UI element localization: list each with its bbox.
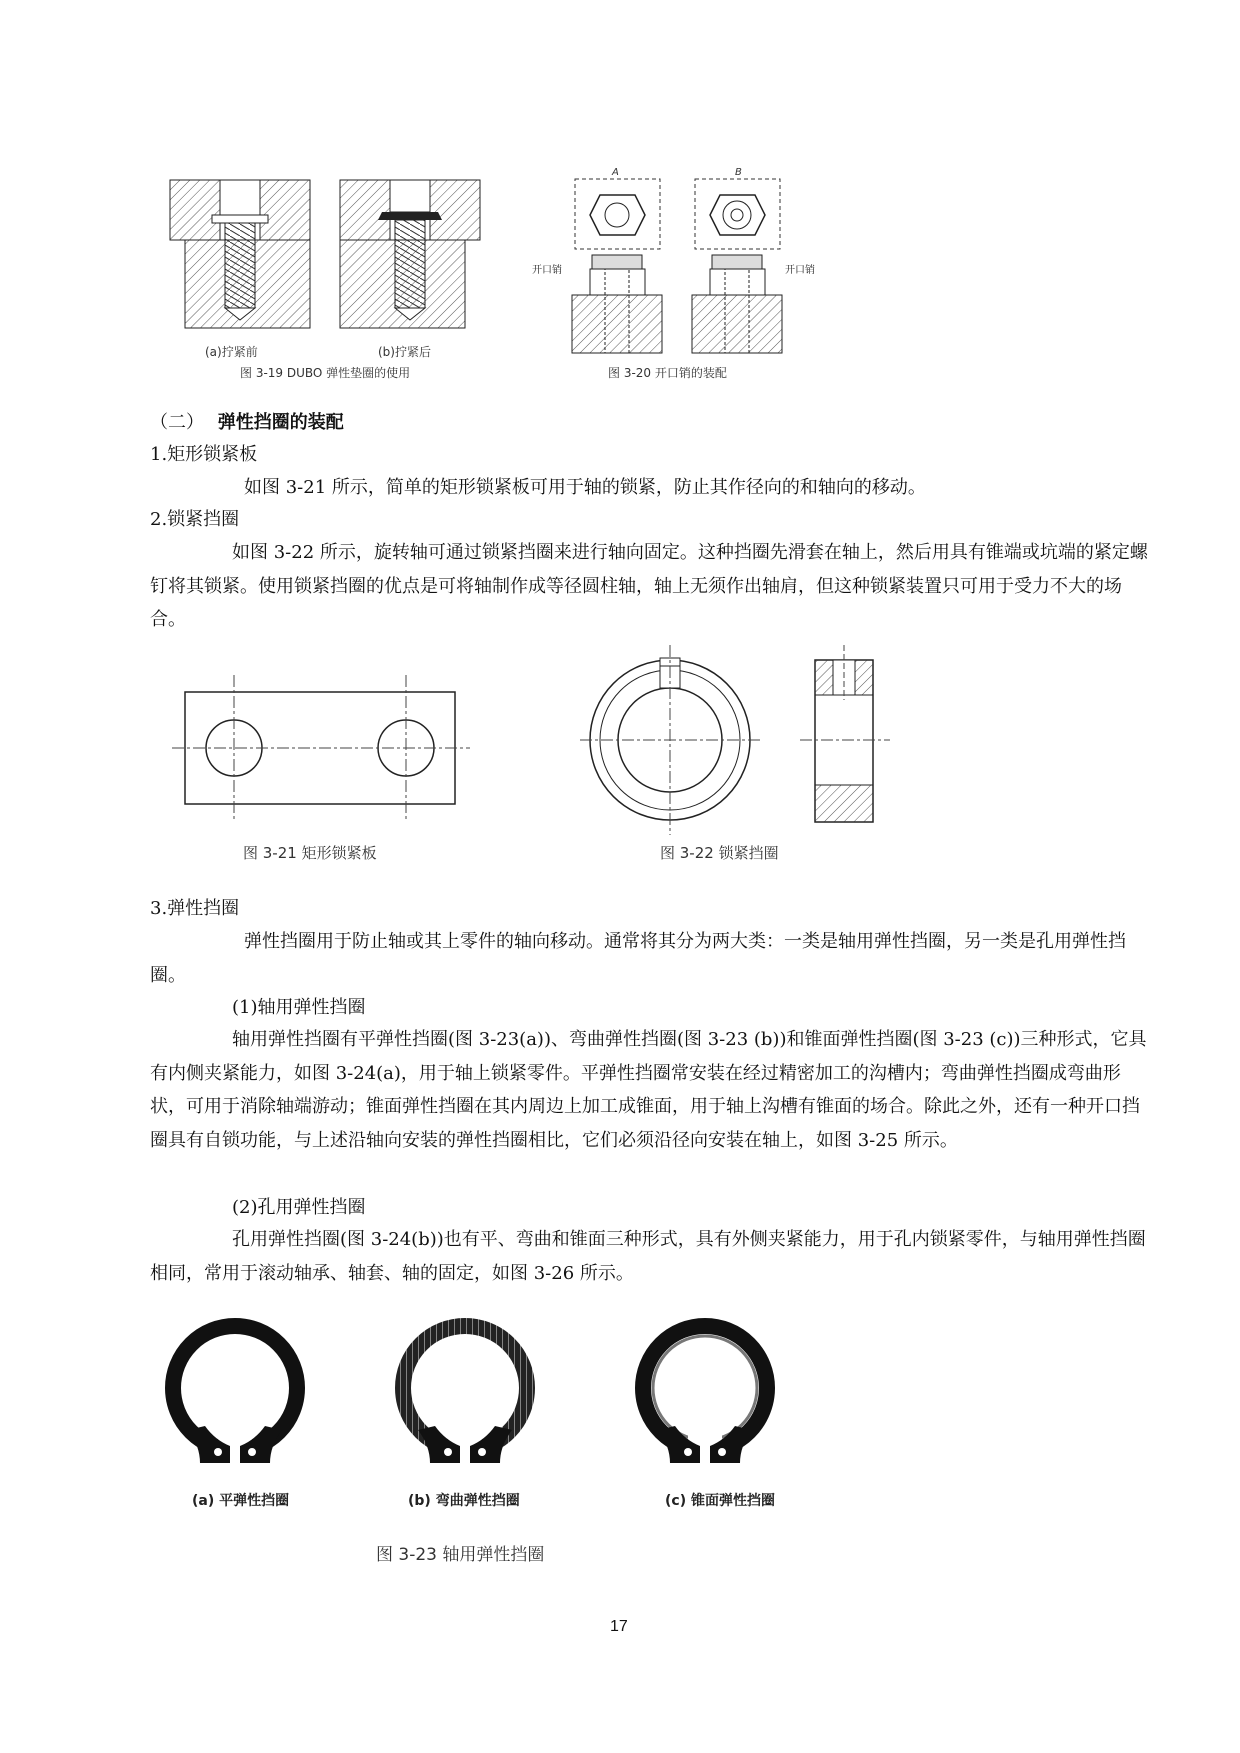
item2-title: 2.锁紧挡圈 (150, 509, 240, 530)
sub1-text: 轴用弹性挡圈有平弹性挡圈(图 3-23(a))、弯曲弹性挡圈(图 3-23 (b))和锥面弹性挡圈(图 3-23 (c))三种形式，它具有内侧夹紧能力，如图 3-24(a)，用于轴上锁紧零件。平弹性挡圈常安装在经过精密加工的沟槽内；弯曲弹性挡圈成弯曲形状，可用于消除轴端游动；锥面弹性挡圈在其内周边上加工成锥面，用于轴上沟槽有锥面的场合。除此之外，还有一种开口挡圈具有自锁功能，与上述沿轴向安装的弹性挡圈相比，它们必须沿径向安装在轴上，如图 3-25 所示。 (150, 1029, 1147, 1151)
figure-3-19-dubo-washer (160, 170, 505, 330)
figure-3-19-sub-a: (a)拧紧前 (205, 345, 258, 359)
sub2-text: 孔用弹性挡圈(图 3-24(b))也有平、弯曲和锥面三种形式，具有外侧夹紧能力，用于孔内锁紧零件，与轴用弹性挡圈相同，常用于滚动轴承、轴套、轴的固定，如图 3-26 所示。 (150, 1229, 1146, 1284)
figure-3-19-caption: 图 3-19 DUBO 弹性垫圈的使用 (240, 366, 411, 380)
figure-3-20-caption: 图 3-20 开口销的装配 (608, 366, 727, 380)
sub1-title: (1)轴用弹性挡圈 (232, 997, 366, 1018)
figure-3-23-caption: 图 3-23 轴用弹性挡圈 (376, 1545, 545, 1565)
label-b: B (735, 167, 742, 178)
pin-label-left: 开口销 (532, 265, 562, 276)
circlip-beveled (643, 1326, 767, 1468)
figure-3-19-sub-b: (b)拧紧后 (378, 345, 431, 359)
pin-label-right: 开口销 (785, 265, 815, 276)
item3-text: 弹性挡圈用于防止轴或其上零件的轴向移动。通常将其分为两大类：一类是轴用弹性挡圈，另一类是孔用弹性挡圈。 (150, 931, 1126, 986)
sub2-title: (2)孔用弹性挡圈 (232, 1197, 366, 1218)
section-heading (150, 408, 344, 434)
figure-3-20-cotter-pin (530, 165, 830, 360)
figure-3-23-sub-a: (a) 平弹性挡圈 (192, 1493, 290, 1509)
section-prefix: （二） (150, 412, 204, 433)
figure-3-23-sub-b: (b) 弯曲弹性挡圈 (408, 1493, 520, 1509)
item1-title: 1.矩形锁紧板 (150, 444, 258, 465)
item3-title: 3.弹性挡圈 (150, 898, 240, 919)
figure-3-21-rect-plate (170, 670, 480, 830)
item1-text: 如图 3-21 所示，简单的矩形锁紧板可用于轴的锁紧，防止其作径向的和轴向的移动。 (244, 477, 926, 498)
item2-text: 如图 3-22 所示，旋转轴可通过锁紧挡圈来进行轴向固定。这种挡圈先滑套在轴上，然后用具有锥端或坑端的紧定螺钉将其锁紧。使用锁紧挡圈的优点是可将轴制作成等径圆柱轴，轴上无须作出轴肩，但这种锁紧装置只可用于受力不大的场合。 (150, 542, 1148, 630)
circlip-flat (173, 1326, 297, 1468)
figure-3-22-lock-collar (580, 640, 900, 840)
circlip-bent (403, 1326, 527, 1468)
page-number: 17 (610, 1618, 628, 1635)
label-a: A (612, 167, 619, 178)
figure-3-21-caption: 图 3-21 矩形锁紧板 (243, 844, 377, 862)
figure-3-23-shaft-circlips (160, 1318, 820, 1478)
figure-3-22-caption: 图 3-22 锁紧挡圈 (660, 844, 779, 862)
section-title: 弹性挡圈的装配 (217, 412, 344, 433)
figure-3-23-sub-c: (c) 锥面弹性挡圈 (665, 1493, 775, 1509)
